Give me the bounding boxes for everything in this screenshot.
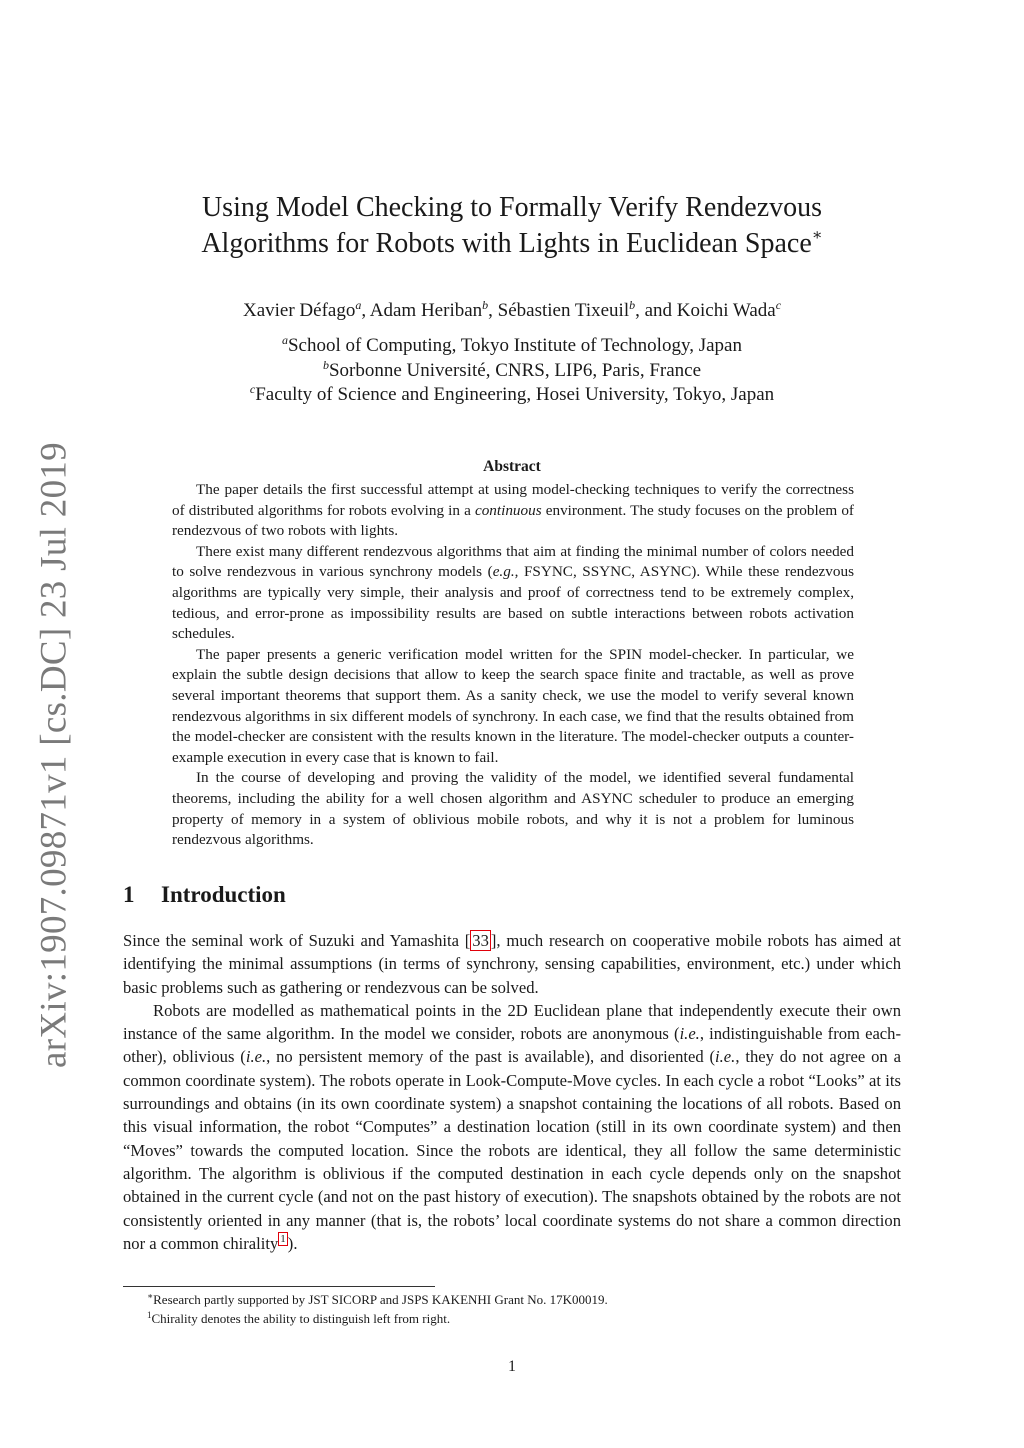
body-text: , no persistent memory of the past is available), and disoriented ( (266, 1047, 716, 1067)
author-name: Xavier Défago (242, 300, 356, 321)
affiliation-marker: b (322, 357, 329, 372)
body-text: Since the seminal work of Suzuki and Yamashita [ (123, 931, 471, 950)
footnote-marker: 1 (147, 1310, 152, 1320)
page-number: 1 (508, 1358, 516, 1375)
body-text: ], much research on cooperative mobile robots has aimed at identifying the minimal assumptions (in terms of synchrony, sensing capabilities, environment, etc.) under which basic problems such as gathering or rendezvous can be solved. (123, 931, 901, 997)
affiliation-marker: c (249, 382, 256, 396)
title-line-2: Algorithms for Robots with Lights in Euclidean Space (201, 228, 812, 259)
footnote (123, 1290, 901, 1309)
author-separator: , (488, 300, 498, 321)
arxiv-id-text: arXiv:1907.09871v1 [cs.DC] 23 Jul 2019 (33, 442, 75, 1068)
paper-title (150, 190, 874, 262)
abstract-text: , FSYNC, SSYNC, ASYNC). While these rendezvous algorithms are typically very simple, their analysis and proof of correctness tend to be extremely complex, tedious, and error-prone as impossibility results are based on subtle interactions between robots activation schedules. (172, 563, 854, 643)
footnote-text: Research partly supported by JST SICORP and JSPS KAKENHI Grant No. 17K00019. (153, 1292, 608, 1307)
body-paragraph (123, 929, 901, 999)
affiliation-text: School of Computing, Tokyo Institute of Technology, Japan (287, 335, 742, 356)
author-name: Sébastien Tixeuil (497, 300, 630, 321)
author-affiliation-marker: c (775, 298, 782, 312)
author-affiliation-marker: b (629, 298, 636, 312)
title-footnote-marker: ∗ (811, 227, 823, 244)
introduction-body (123, 929, 901, 1255)
body-text: Robots are modelled as mathematical points in the 2D Euclidean plane that independently execute their own instance of the same algorithm. In the model we consider, robots are anonymous ( (123, 1000, 901, 1044)
section-title: Introduction (161, 882, 286, 907)
author-name: Adam Heriban (369, 300, 483, 321)
abstract-text: environment. The study focuses on the problem of rendezvous of two robots with lights. (172, 501, 854, 540)
affiliation-marker: a (281, 333, 288, 347)
abstract-emphasis: e.g. (492, 563, 515, 581)
abstract-text: There exist many different rendezvous algorithms that aim at finding the minimal number of colors needed to solve rendezvous in various synchrony models ( (172, 542, 854, 581)
author-affiliation-marker: b (482, 298, 489, 312)
abstract-paragraph: In the course of developing and proving the validity of the model, we identified several fundamental theorems, including the ability for a well chosen algorithm and ASYNC scheduler to produce an emerging property of memory in a system of oblivious mobile robots, and why it is not a problem for luminous rendezvous algorithms. (172, 769, 854, 849)
author-separator: , and (635, 300, 677, 321)
abstract-paragraph (172, 480, 854, 542)
footnote (123, 1309, 901, 1328)
citation-link[interactable]: 33 (472, 931, 489, 950)
author-affiliation-marker: a (355, 298, 362, 312)
abstract-paragraph (172, 542, 854, 645)
footnotes (123, 1290, 901, 1328)
body-emphasis: i.e. (245, 1047, 267, 1067)
title-line-1: Using Model Checking to Formally Verify Rendezvous (201, 192, 823, 223)
abstract-heading: Abstract (483, 458, 541, 475)
body-emphasis: i.e. (679, 1024, 700, 1044)
footnote-marker: ∗ (147, 1291, 154, 1301)
body-emphasis: i.e. (715, 1047, 736, 1067)
footnote-divider (123, 1286, 435, 1287)
footnote-link[interactable]: 1 (280, 1232, 286, 1245)
abstract-text: The paper details the first successful attempt at using model-checking techniques to verify the correctness of distributed algorithms for robots evolving in a (172, 481, 854, 519)
affiliation (150, 334, 874, 359)
affiliation-text: Faculty of Science and Engineering, Hosei University, Tokyo, Japan (255, 384, 775, 405)
abstract-body (172, 480, 854, 851)
section-heading (123, 880, 286, 910)
affiliation (150, 383, 874, 408)
author-list (150, 298, 874, 324)
footnote-text: Chirality denotes the ability to distinguish left from right. (151, 1311, 451, 1326)
author-separator: , (361, 300, 370, 321)
affiliation (150, 359, 874, 384)
abstract-paragraph: The paper presents a generic verification model written for the SPIN model-checker. In particular, we explain the subtle design decisions that allow to keep the search space finite and tractable, as well as prove several important theorems that support them. As a sanity check, we use the model to verify several known rendezvous algorithms in six different models of synchrony. In each case, we find that the results obtained from the model-checker are consistent with the results known in the literature. The model-checker outputs a counter-example execution in every case that is known to fail. (172, 645, 854, 766)
abstract-emphasis: continuous (474, 501, 542, 519)
body-text: , they do not agree on a common coordinate system). The robots operate in Look-Compute-Move cycles. In each cycle a robot “Looks” at its surroundings and obtains (in its own coordinate system) a snapshot containing the locations of all robots. Based on this visual information, the robot “Computes” a destination location (still in its own coordinate system) and then “Moves” towards the computed location. Since the robots are identical, they all follow the same deterministic algorithm. The algorithm is oblivious if the computed destination in each cycle depends only on the snapshot obtained in the current cycle (and not on the past history of execution). The snapshots obtained by the robots are not consistently oriented in any manner (that is, the robots’ local coordinate systems do not share a common direction nor a common chirality (123, 1047, 901, 1253)
affiliation-list (150, 334, 874, 408)
section-number: 1 (123, 882, 135, 907)
body-text: ). (287, 1233, 298, 1253)
body-paragraph (123, 999, 901, 1255)
affiliation-text: Sorbonne Université, CNRS, LIP6, Paris, France (328, 359, 702, 381)
author-name: Koichi Wada (676, 300, 776, 321)
body-text: , indistinguishable from each-other), oblivious ( (123, 1024, 901, 1067)
